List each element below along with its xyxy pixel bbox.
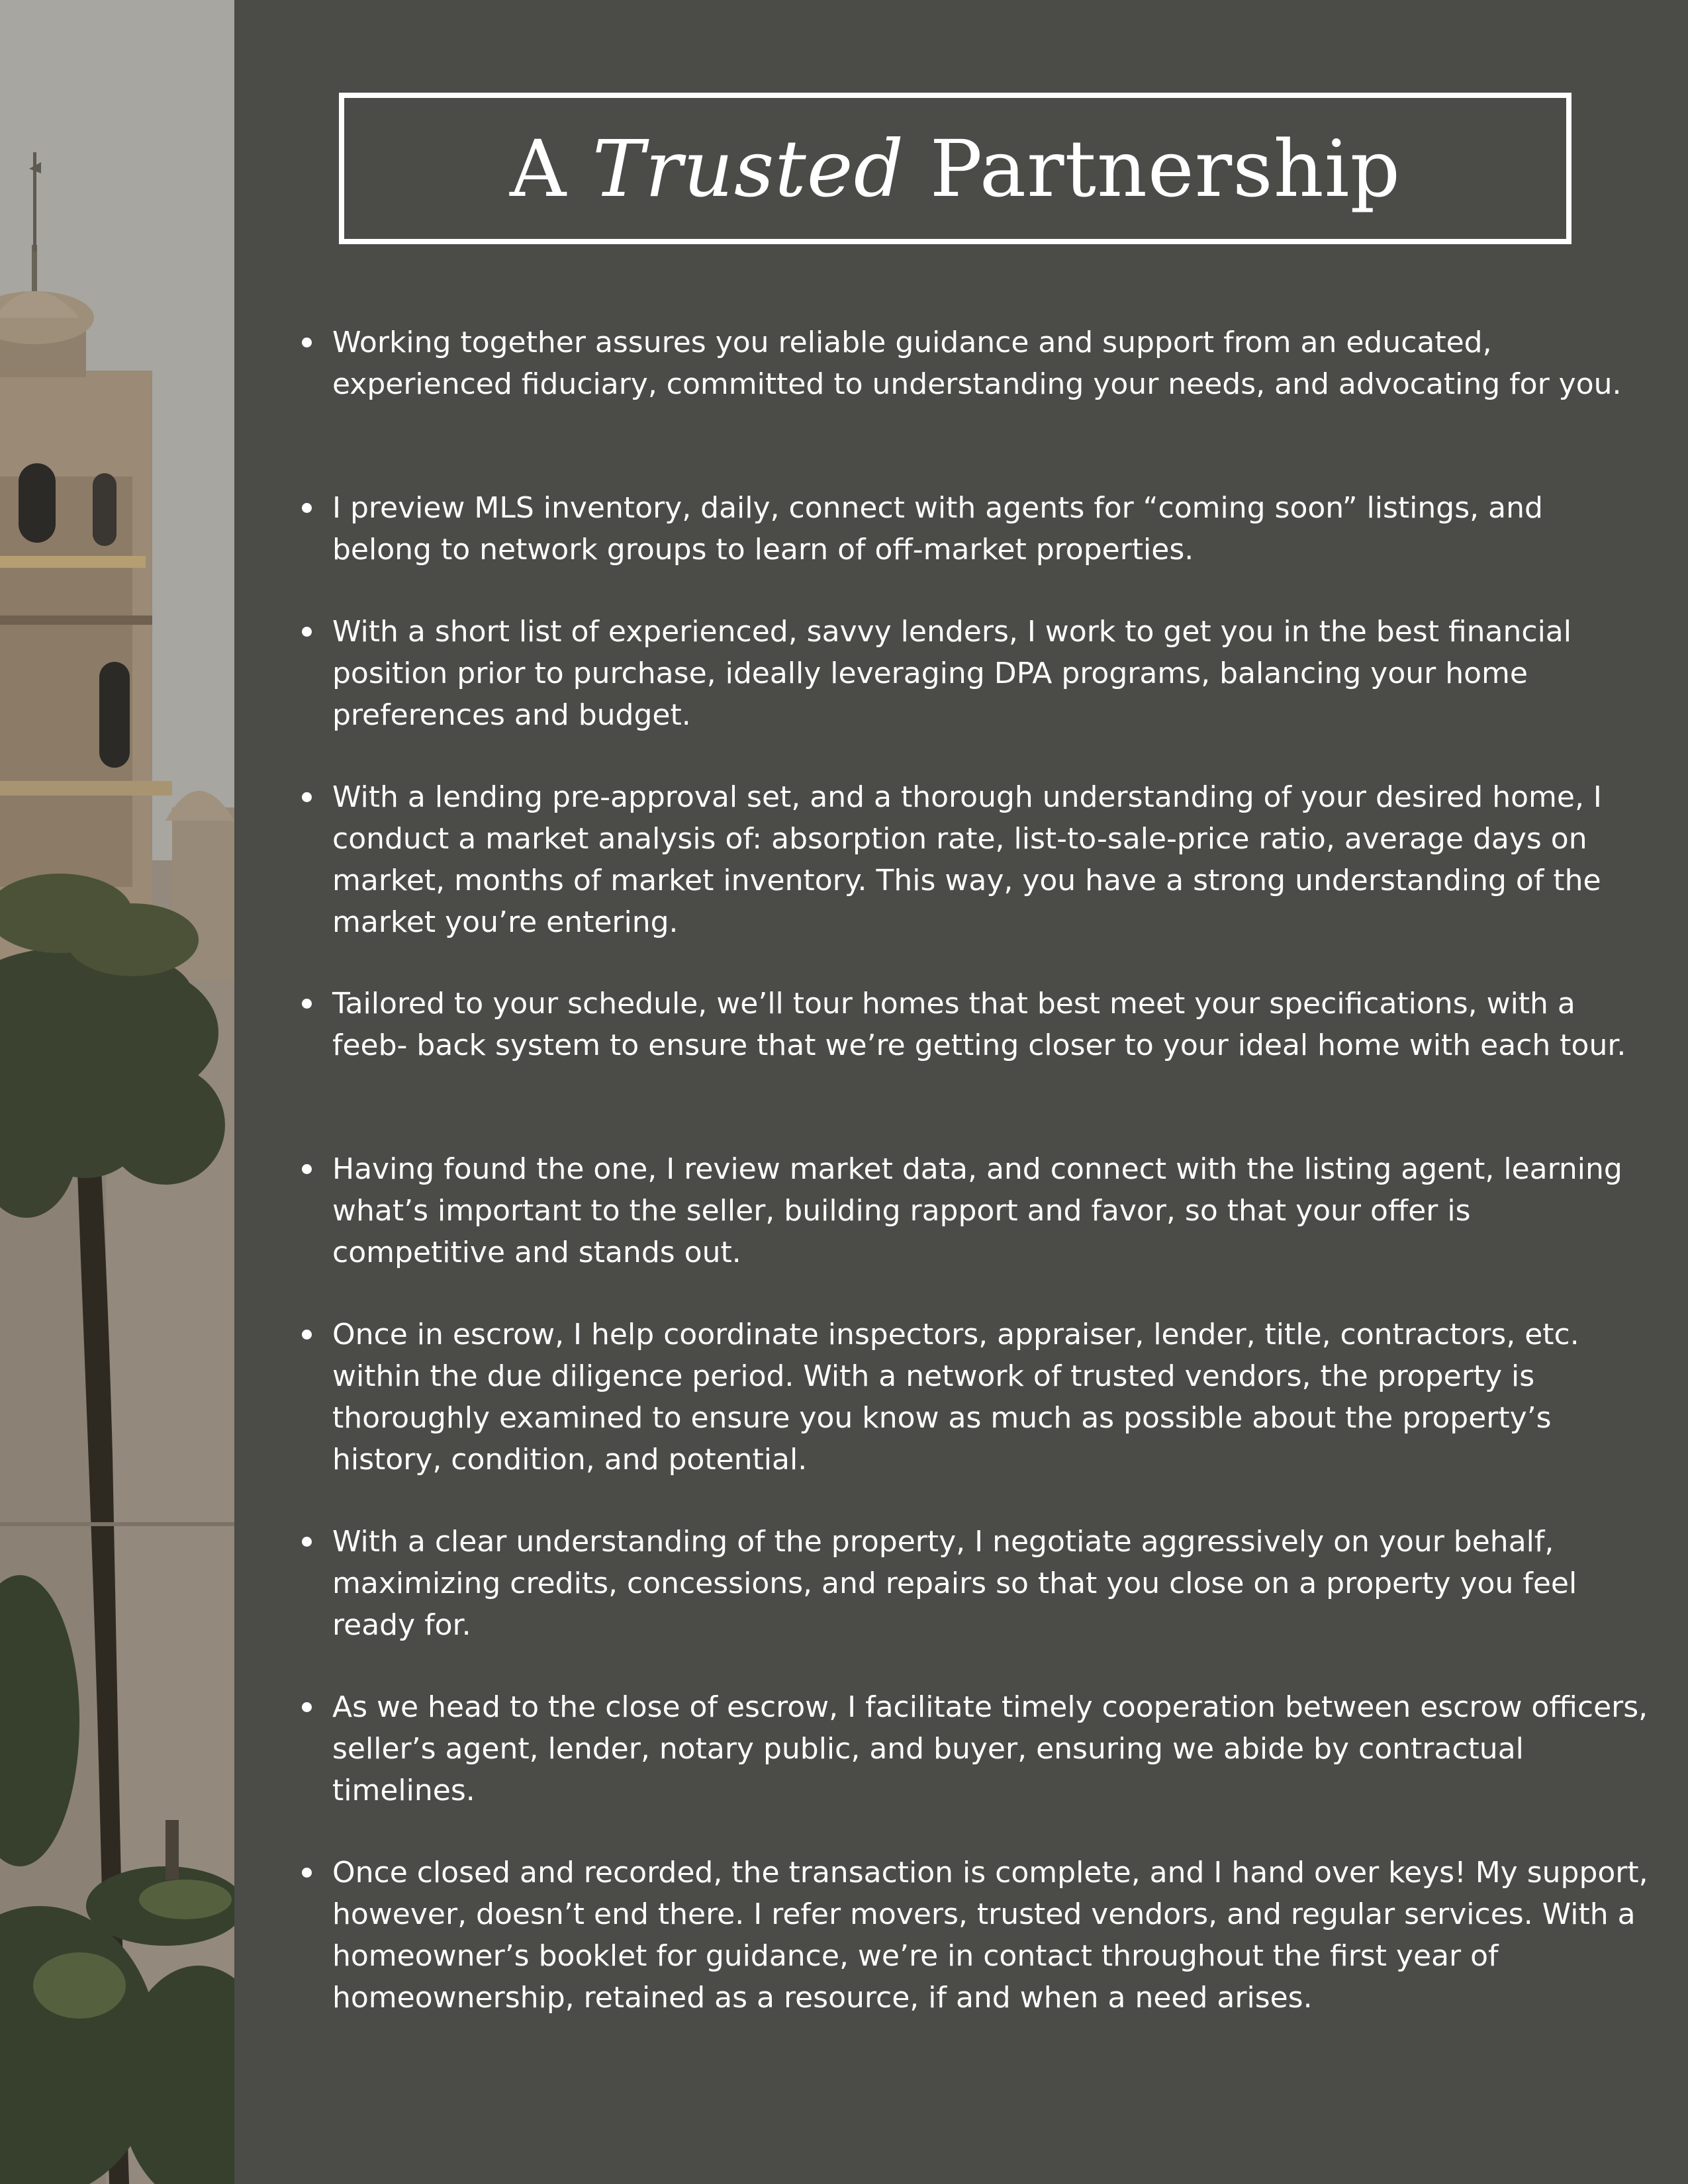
list-item-text: Working together assures you reliable guidance and support from an educated, experienced fiduciary, committed to understanding your needs, and advocating for you. (332, 326, 1622, 401)
list-item (332, 1686, 1650, 1811)
bullet-icon (302, 999, 312, 1009)
title-frame (339, 93, 1571, 244)
tower-photo (0, 0, 234, 2184)
tower-illustration (0, 0, 234, 2184)
bullet-icon (302, 338, 312, 347)
list-item (332, 1521, 1650, 1646)
bullet-icon (302, 1164, 312, 1174)
bullet-icon (302, 627, 312, 637)
list-item (332, 611, 1650, 736)
bullet-icon (302, 503, 312, 513)
list-item-text: As we head to the close of escrow, I facilitate timely cooperation between escrow officers, seller’s agent, lender, notary public, and buyer, ensuring we abide by contractual timelines. (332, 1690, 1648, 1807)
bullet-icon (302, 1537, 312, 1547)
list-item-text: With a lending pre-approval set, and a thorough understanding of your desired home, I conduct a market analysis of: absorption rate, list-to-sale-price ratio, average days on market, months of market inventory. This way, you have a strong understanding of the market you’re entering. (332, 780, 1602, 939)
list-item-text: Once closed and recorded, the transaction is complete, and I hand over keys! My support, however, doesn’t end there. I refer movers, trusted vendors, and regular services. With a homeowner’s booklet for guidance, we’re in contact throughout the first year of homeownership, retained as a resource, if and when a need arises. (332, 1856, 1648, 2015)
list-item-text: With a short list of experienced, savvy lenders, I work to get you in the best financial position prior to purchase, ideally leveraging DPA programs, balancing your home preferences and budget. (332, 615, 1571, 732)
bullet-icon (302, 1868, 312, 1878)
list-item-text: Tailored to your schedule, we’ll tour homes that best meet your specifications, with a feeb- back system to ensure that we’re getting closer to your ideal home with each tour. (332, 987, 1626, 1062)
bullet-icon (302, 1330, 312, 1340)
list-item-text: I preview MLS inventory, daily, connect with agents for “coming soon” listings, and belong to network groups to learn of off-market properties. (332, 491, 1543, 567)
page-title (509, 122, 1401, 214)
title-part-1: A (509, 122, 592, 214)
bullet-icon (302, 792, 312, 802)
list-item (332, 1314, 1650, 1480)
list-item (332, 983, 1650, 1066)
list-item (332, 322, 1650, 405)
title-part-2: Partnership (904, 122, 1401, 214)
title-emphasis: Trusted (592, 122, 905, 214)
list-item (332, 1852, 1650, 2019)
bullet-icon (302, 1702, 312, 1712)
list-item (332, 1148, 1650, 1273)
list-item (332, 487, 1650, 570)
list-item (332, 776, 1650, 943)
list-item-text: Once in escrow, I help coordinate inspectors, appraiser, lender, title, contractors, etc. within the due diligence period. With a network of trusted vendors, the property is thoroughly examined to ensure you know as much as possible about the property’s history, condition, and potential. (332, 1318, 1579, 1477)
list-item-text: Having found the one, I review market data, and connect with the listing agent, learning what’s important to the seller, building rapport and favor, so that your offer is competitive and stands out. (332, 1152, 1622, 1269)
list-item-text: With a clear understanding of the property, I negotiate aggressively on your behalf, maximizing credits, concessions, and repairs so that you close on a property you feel ready for. (332, 1525, 1577, 1642)
